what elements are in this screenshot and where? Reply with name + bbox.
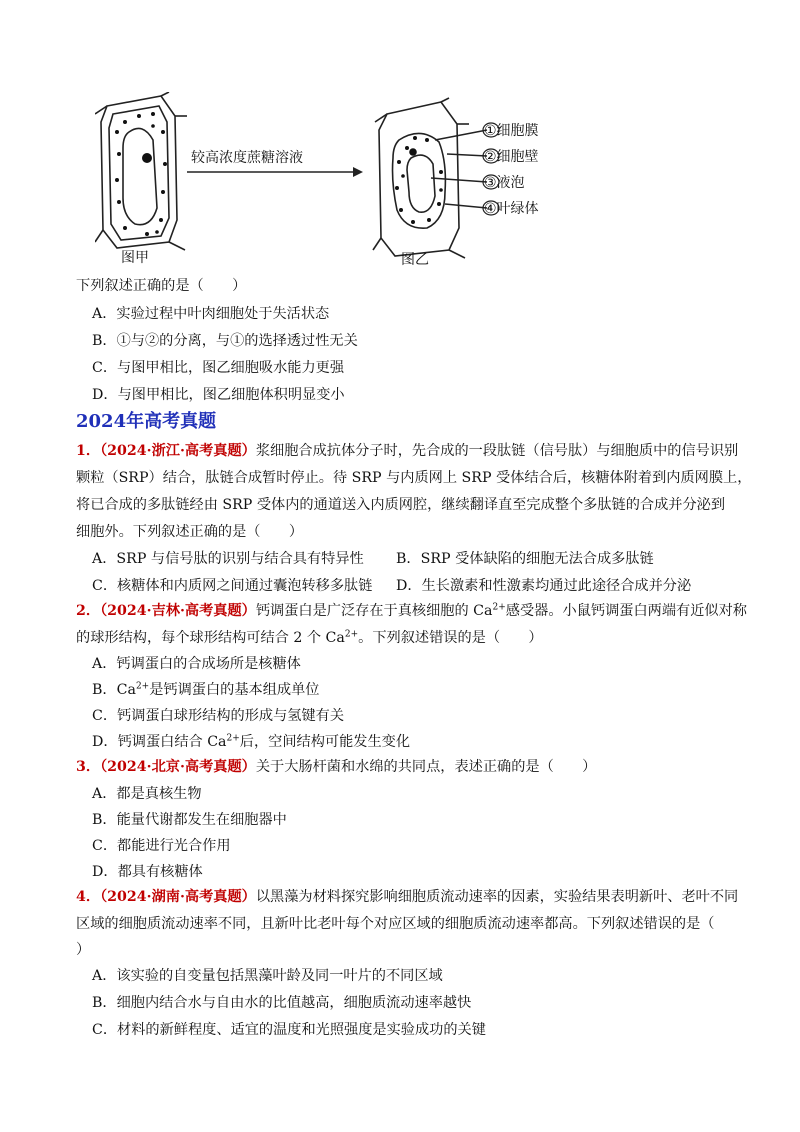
- q2-sup-4: 2+: [226, 733, 240, 744]
- q4-line-1: [76, 887, 738, 907]
- q3-number: 3．: [76, 759, 101, 775]
- q3-option-a[interactable]: A．都是真核生物: [92, 786, 202, 802]
- q2-text-1b: 感受器。小鼠钙调蛋白两端有近似对称: [505, 603, 747, 619]
- arrow-label: 较高浓度蔗糖溶液: [191, 150, 303, 166]
- label-membrane: ①细胞膜: [484, 123, 539, 139]
- q2-option-b-a: B．Ca: [92, 682, 136, 698]
- nucleus-left: [142, 153, 152, 163]
- q1-source: （2024·浙江·高考真题）: [100, 443, 256, 459]
- prev-option-a[interactable]: A．实验过程中叶肉细胞处于失活状态: [92, 306, 330, 322]
- q3-stem: 关于大肠杆菌和水绵的共同点，表述正确的是（ ）: [255, 759, 597, 775]
- q2-option-d[interactable]: [92, 732, 410, 752]
- q2-source: （2024·吉林·高考真题）: [100, 603, 256, 619]
- prev-question-stem: 下列叙述正确的是（ ）: [76, 278, 247, 294]
- protoplast-right: [393, 133, 446, 228]
- vacuole-left: [123, 128, 157, 224]
- q2-sup-2: 2+: [344, 629, 359, 640]
- q2-option-b-b: 是钙调蛋白的基本组成单位: [149, 682, 320, 698]
- q2-number: 2．: [76, 603, 101, 619]
- q3-line-1: [76, 757, 596, 777]
- q1-number: 1．: [76, 443, 101, 459]
- label-vacuole: ③液泡: [484, 175, 525, 191]
- q2-sup-3: 2+: [135, 681, 150, 692]
- q4-number: 4．: [76, 889, 101, 905]
- label-wall: ②细胞壁: [484, 149, 539, 165]
- q4-line-2: 区域的细胞质流动速率不同，且新叶比老叶每个对应区域的细胞质流动速率都高。下列叙述错误的是（: [76, 916, 715, 932]
- q2-line-2: [76, 628, 543, 648]
- nucleus-right: [409, 148, 417, 156]
- label-chloroplast: ④叶绿体: [484, 201, 539, 217]
- q1-line-2: 颗粒（SRP）结合，肽链合成暂时停止。待 SRP 与内质网上 SRP 受体结合后，核糖体附着到内质网膜上，: [76, 470, 752, 486]
- q2-option-a[interactable]: A．钙调蛋白的合成场所是核糖体: [92, 656, 301, 672]
- q2-text-2a: 的球形结构，每个球形结构可结合 2 个 Ca: [76, 630, 345, 646]
- q2-line-1: [76, 601, 747, 621]
- prev-option-b[interactable]: B．①与②的分离，与①的选择透过性无关: [92, 333, 358, 349]
- q1-option-d[interactable]: D．生长激素和性激素均通过此途径合成并分泌: [396, 578, 692, 594]
- prev-option-c[interactable]: C．与图甲相比，图乙细胞吸水能力更强: [92, 360, 345, 376]
- q2-option-d-b: 后，空间结构可能发生变化: [239, 734, 411, 750]
- cell-diagram: [95, 92, 615, 267]
- q4-source: （2024·湖南·高考真题）: [100, 889, 256, 905]
- caption-right: 图乙: [401, 252, 429, 267]
- q1-line-4: 细胞外。下列叙述正确的是（ ）: [76, 524, 304, 540]
- q4-option-b[interactable]: B．细胞内结合水与自由水的比值越高，细胞质流动速率越快: [92, 995, 472, 1011]
- q1-line-1: [76, 441, 738, 461]
- q3-option-c[interactable]: C．都能进行光合作用: [92, 838, 231, 854]
- caption-left: 图甲: [121, 250, 149, 266]
- q4-line-3: ）: [76, 942, 91, 958]
- q3-source: （2024·北京·高考真题）: [100, 759, 256, 775]
- q3-option-b[interactable]: B．能量代谢都发生在细胞器中: [92, 812, 287, 828]
- prev-option-d[interactable]: D．与图甲相比，图乙细胞体积明显变小: [92, 387, 345, 403]
- q4-option-a[interactable]: A．该实验的自变量包括黑藻叶龄及同一叶片的不同区域: [92, 968, 443, 984]
- q3-option-d[interactable]: D．都具有核糖体: [92, 864, 203, 880]
- q1-text-1: 浆细胞合成抗体分子时，先合成的一段肽链（信号肽）与细胞质中的信号识别: [255, 443, 739, 459]
- q2-option-b[interactable]: [92, 680, 319, 700]
- q2-option-c[interactable]: C．钙调蛋白球形结构的形成与氢键有关: [92, 708, 345, 724]
- q2-option-d-a: D．钙调蛋白结合 Ca: [92, 734, 227, 750]
- arrow-head: [353, 167, 363, 177]
- q2-sup-1: 2+: [492, 602, 506, 613]
- q1-line-3: 将已合成的多肽链经由 SRP 受体内的通道送入内质网腔，继续翻译直至完成整个多肽链的合成并分泌到: [76, 497, 726, 513]
- vacuole-right: [407, 155, 435, 212]
- q1-option-b[interactable]: B．SRP 受体缺陷的细胞无法合成多肽链: [396, 551, 654, 567]
- q4-option-c[interactable]: C．材料的新鲜程度、适宜的温度和光照强度是实验成功的关键: [92, 1022, 486, 1038]
- q4-text-1: 以黑藻为材料探究影响细胞质流动速率的因素，实验结果表明新叶、老叶不同: [255, 889, 739, 905]
- q2-text-1a: 钙调蛋白是广泛存在于真核细胞的 Ca: [255, 603, 493, 619]
- section-title: 2024年高考真题: [76, 411, 217, 432]
- q2-text-2b: 。下列叙述错误的是（ ）: [358, 630, 543, 646]
- q1-option-c[interactable]: C．核糖体和内质网之间通过囊泡转移多肽链: [92, 578, 373, 594]
- q1-option-a[interactable]: A．SRP 与信号肽的识别与结合具有特异性: [92, 551, 364, 567]
